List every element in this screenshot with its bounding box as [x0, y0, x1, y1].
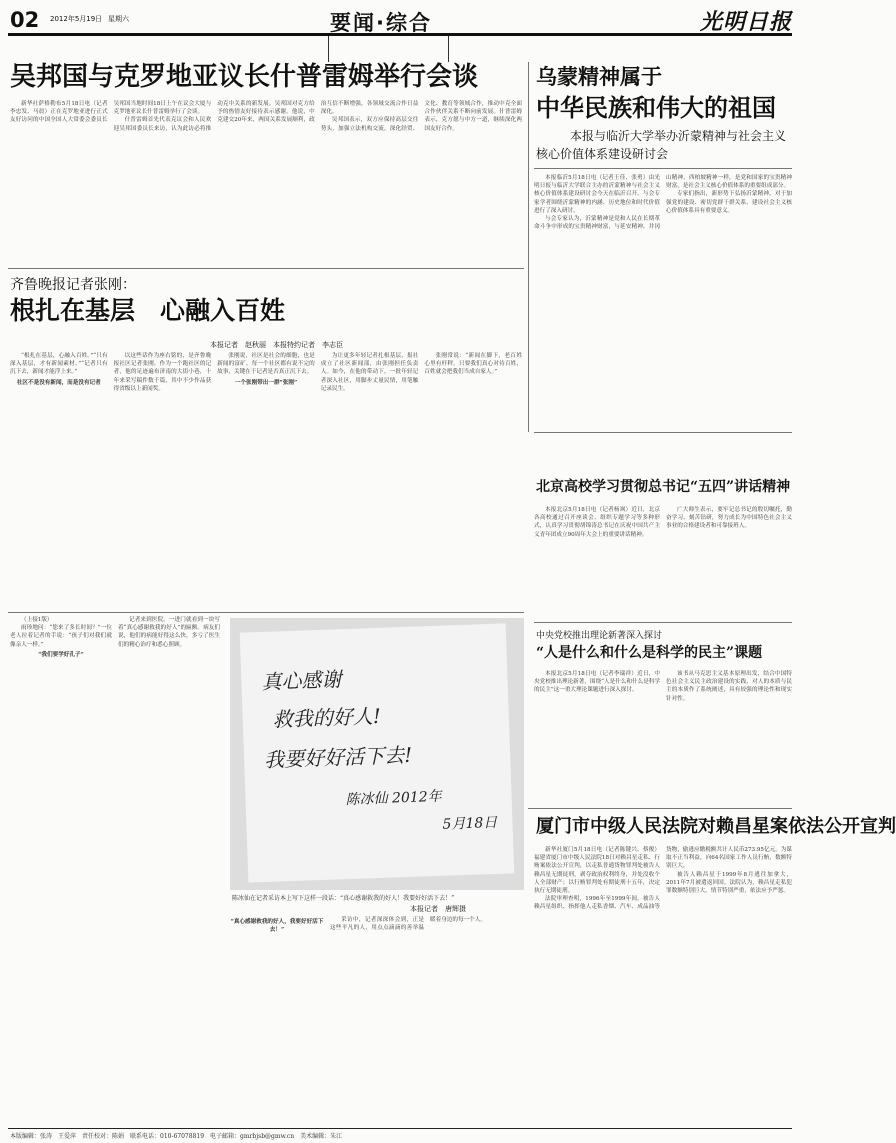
art6-body-right — [230, 916, 524, 1126]
handwriting-line3: 我要好好活下去! — [263, 742, 413, 772]
masthead-rule — [8, 33, 792, 36]
page-number: 02 — [10, 8, 40, 32]
column-divider — [528, 62, 529, 432]
art4-body — [534, 506, 792, 618]
art7-para: 法院审理查明，1996年至1999年间，被告人赖昌星组织、指挥他人走私香烟、汽车、成品油等货物，偷逃应缴税额共计人民币273.95亿元。为谋取不正当利益，向64名国家工作人员行贿，数额特别巨大。 — [534, 847, 792, 911]
art4-para: 本报北京5月18日电（记者杨飒）近日，北京各高校通过召开座谈会、组织专题学习等多种形式，认真学习贯彻胡锦涛总书记在庆祝中国共产主义青年团成立90周年大会上的重要讲话精神。 — [534, 507, 660, 538]
art1-para: 新华社萨格勒布5月18日电（记者李忠发、马晨）正在克罗地亚进行正式友好访问的中国全国人大常委会委员长吴邦国当地时间18日上午在议会大厦与克罗地亚议长什普雷姆举行了会谈。 — [10, 101, 212, 124]
art1-headline: 吴邦国与克罗地亚议长什普雷姆举行会谈 — [10, 62, 479, 92]
art3-para: 以这些话作为座右铭的，是齐鲁晚报社区记者张刚。作为一个跑社区的记者，他的足迹遍布济南的大街小巷，十年来采写稿件数千篇，其中不少作品获得省级以上新闻奖。 — [113, 353, 212, 392]
notebook-page — [240, 623, 515, 882]
art6-para: （上接1版） — [21, 617, 53, 623]
footer-info: 本版编辑：张涛 王爱萍 责任校对：陈娟 联系电话：010-67078819 电子邮箱：gmrbjsb@gmw.cn 美术编辑：朱江 — [10, 1133, 343, 1140]
section-title: 要闻·综合 — [330, 11, 432, 35]
art3-top-rule — [8, 268, 524, 269]
art6-top-rule — [8, 612, 524, 613]
art6-para: 记者来到医院，一进门就看到一块写着“真心感谢救我的好人”的匾额。病友们说，他们的病能好得这么快，多亏了医生们的精心治疗和悉心照顾。 — [118, 617, 220, 648]
art5-para: 该书从马克思主义基本原理出发，结合中国特色社会主义民主政治建设的实践，对人的本质与民主的本质作了系统阐述，具有较强的理论性和现实针对性。 — [666, 671, 792, 702]
art1-body — [10, 100, 522, 260]
art7-headline: 厦门市中级人民法院对赖昌星案依法公开宣判 — [536, 816, 896, 837]
art5-headline: “人是什么和什么是科学的民主”课题 — [536, 645, 763, 661]
art6-body-left — [10, 616, 220, 1126]
art2-body — [534, 174, 792, 426]
art5-kicker: 中央党校推出理论新著深入探讨 — [536, 631, 663, 641]
handwriting-date: 5月18日 — [442, 814, 498, 833]
art6-subhead: “我们要学好孔子” — [38, 651, 84, 658]
masthead-divider-right — [448, 36, 449, 62]
art5-body — [534, 670, 792, 800]
art5-top-rule — [534, 622, 792, 623]
art7-para: 被告人赖昌星于1999年8月逃往加拿大，2011年7月被遣返回国。法院认为，赖昌星走私犯罪数额特别巨大，情节特别严重，依法应予严惩。 — [666, 871, 792, 895]
art3-body — [10, 352, 522, 608]
art7-body — [534, 846, 792, 1126]
art6-para: 雨珍地问：“您来了多长时间？”一位老人拉着记者的手说：“孩子们对我们就像亲人一样。” — [10, 625, 112, 648]
art3-subhead: 社区不是没有新闻，而是没有记者 — [16, 379, 101, 386]
art3-para: 为让更多年轻记者扎根基层，报社成立了社区新闻部，由张刚担任负责人。如今，在他的带动下，一批年轻记者深入社区，用脚步丈量民情，用笔触记录民生。 — [320, 353, 419, 392]
art2-title-line1: 乌蒙精神属于 — [536, 64, 662, 89]
handwriting-line1: 真心感谢 — [261, 667, 342, 694]
art4-para: 广大师生表示，要牢记总书记的殷切嘱托，勤奋学习、刻苦钻研，努力成长为中国特色社会主义事业的合格建设者和可靠接班人。 — [666, 507, 792, 530]
art2-subtitle-line1: 本报与临沂大学举办沂蒙精神与社会主义 — [570, 129, 787, 143]
art5-para: 本报北京5月18日电（记者李瑞祥）近日，中央党校推出理论新著，围绕“人是什么和什么是科学的民主”这一重大理论课题进行深入探讨。 — [534, 671, 660, 694]
photo-credit: 本报记者 唐辉摄 — [410, 905, 466, 913]
masthead-divider-left — [328, 36, 329, 62]
art7-top-rule — [528, 808, 792, 809]
art3-kicker: 齐鲁晚报记者张刚： — [10, 277, 136, 293]
photo-caption: 陈冰仙在记者采访本上写下这样一段话：“真心感谢救我的好人！我要好好活下去！” — [232, 895, 455, 902]
issue-weekday: 星期六 — [108, 15, 129, 23]
art4-headline: 北京高校学习贯彻总书记“五四”讲话精神 — [536, 479, 791, 495]
art2-para: 本报临沂5月18日电（记者王佳、张勇）由光明日报与临沂大学联合主办的沂蒙精神与社会主义核心价值体系建设研讨会今天在临沂召开。与会专家学者围绕沂蒙精神的内涵、历史地位和时代价值进行了深入研讨。 — [534, 175, 660, 214]
art3-byline: 本报记者 赵秋丽 本报特约记者 李志臣 — [210, 341, 343, 349]
art2-rule — [534, 168, 792, 169]
art2-para: 专家们指出，新形势下弘扬沂蒙精神，对于加强党的建设、密切党群干群关系、建设社会主义核心价值体系具有重要意义。 — [666, 191, 792, 214]
art2-subtitle-line2: 核心价值体系建设研讨会 — [536, 147, 669, 161]
art3-subhead: 一个张刚带出一群“张刚” — [234, 379, 298, 386]
paper-logo: 光明日报 — [700, 9, 793, 35]
art1-para: 什普雷姆首先代表克议会和人民欢迎吴邦国委员长来访，认为此访必将推动克中关系的新发展。吴邦国对克方给予的热情友好接待表示感谢。他说，中克建交20年来，两国关系发展顺利，政治互信不断增强，各领域交流合作日益深化。 — [113, 101, 419, 132]
issue-date: 2012年5月19日 — [50, 15, 103, 23]
art6-subhead: “真心感谢救我的好人，我要好好活下去！” — [230, 919, 324, 934]
art4-top-rule — [534, 432, 792, 433]
handwriting-signature: 陈冰仙 2012年 — [345, 788, 442, 809]
art7-para: 新华社厦门5月18日电（记者陈键兴、蔡俊）福建省厦门市中级人民法院18日对赖昌星走私、行贿案依法公开宣判，以走私普通货物罪判处被告人赖昌星无期徒刑，剥夺政治权利终身，并处没收个人全部财产；以行贿罪判处有期徒刑十五年，决定执行无期徒刑。 — [534, 847, 660, 895]
art6-para: 采访中，记者深深体会到，正是这些平凡的人，用点点滴滴的善举温暖着身边的每一个人。 — [330, 917, 486, 932]
art3-para: 张刚说，社区是社会的细胞，也是新闻的富矿。每一个社区都有说不完的故事，关键在于记者是否真正沉下去。 — [217, 353, 315, 376]
handwriting-line2: 救我的好人! — [272, 703, 382, 732]
art3-para: “根扎在基层，心融入百姓。”“只有深入基层，才有新闻素材。”“记者只有沉下去，新闻才能浮上来。” — [10, 353, 108, 376]
art2-para: 与会专家认为，沂蒙精神是党和人民在长期革命斗争中形成的宝贵精神财富，与延安精神、井冈山精神、西柏坡精神一样，是党和国家的宝贵精神财富，是社会主义核心价值体系的重要组成部分。 — [534, 175, 792, 231]
art3-headline: 根扎在基层 心融入百姓 — [10, 296, 286, 325]
footer-rule — [8, 1128, 792, 1129]
handwriting-photo — [230, 618, 524, 890]
art2-title-line2: 中华民族和伟大的祖国 — [536, 93, 776, 122]
art1-para: 吴邦国表示，双方应保持高层交往势头，加强立法机构交流，深化经贸、文化、教育等领域合作，推动中克全面合作伙伴关系不断向前发展。什普雷姆表示，克方愿与中方一道，继续深化两国友好合作。 — [320, 101, 522, 132]
art3-para: 张刚常说：“新闻在脚下，老百姓心里有杆秤。只要我们真心对待百姓，百姓就会把我们当成自家人。” — [424, 353, 522, 376]
